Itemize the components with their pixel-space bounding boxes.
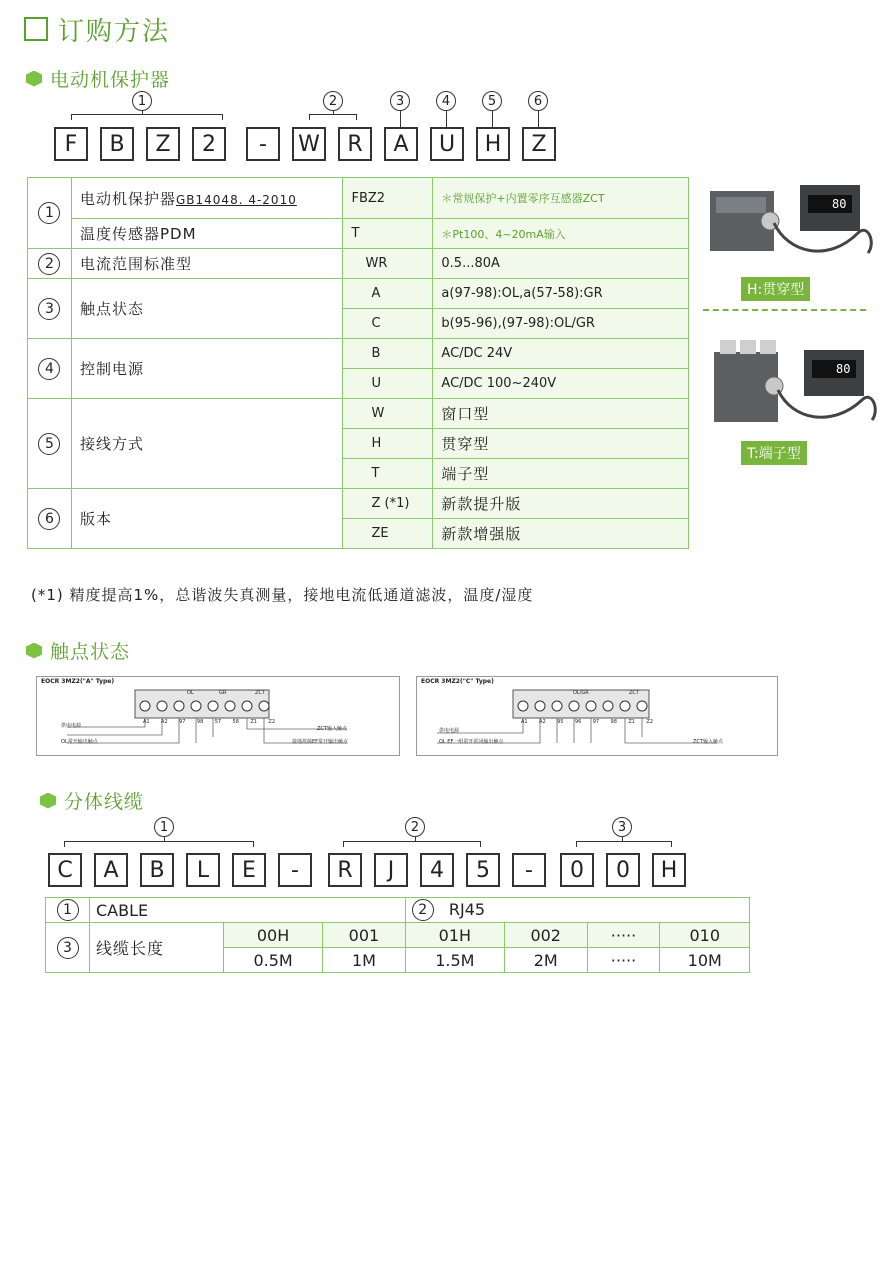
row-value: 窗口型 [433,399,689,429]
caption-h-type: H:贯穿型 [741,277,810,301]
group-number: 1 [38,202,60,224]
cable-spec-table [45,897,750,973]
terminal-labels [521,719,653,725]
hexagon-bullet-icon [40,793,56,809]
diagram-title: EOCR 3MZ2("C" Type) [421,678,494,685]
length-value: 1M [323,948,406,973]
bracket-stem [333,111,334,115]
wiring-diagram-a [36,676,400,756]
length-code: ····· [587,923,660,948]
code-char: A [384,127,418,161]
row-code: A [343,279,433,309]
code-dash: - [278,853,312,887]
terminal: 95 [557,719,564,725]
row-code: T [343,219,433,249]
wire-label: OL EF一组常开常闭输出触点 [439,739,504,745]
code-char: 2 [192,127,226,161]
marker-stem [492,111,493,127]
marker-3: 3 [390,91,410,111]
code-char: 4 [420,853,454,887]
length-value: 2M [504,948,587,973]
code-char: Z [146,127,180,161]
code-char: H [652,853,686,887]
code-char: C [48,853,82,887]
bracket-stem [164,837,165,842]
row-code: H [343,429,433,459]
terminal: A2 [161,719,168,725]
wire-label: 接地故障EF常开输出触点 [292,739,349,745]
terminal: A2 [539,719,546,725]
code-char: W [292,127,326,161]
code-char: U [430,127,464,161]
code-char: R [328,853,362,887]
row-value: ＊常规保护+内置零序互感器ZCT [433,178,689,219]
row-code: B [343,339,433,369]
row-number: 2 [412,899,434,921]
hexagon-bullet-icon [26,643,42,659]
marker-1: 1 [154,817,174,837]
cable-length-label: 线缆长度 [90,923,224,973]
terminal: Z1 [250,719,257,725]
top-label: ZCT [629,690,639,696]
row-label: 触点状态 [71,279,343,339]
terminal: 97 [179,719,186,725]
bracket [343,841,481,847]
terminal: Z2 [268,719,275,725]
bracket [576,841,672,847]
length-value: 10M [660,948,750,973]
terminal-labels [143,719,275,725]
group-number: 2 [38,253,60,275]
bracket [71,114,223,120]
wire-label: 供电电源 [439,728,460,734]
bracket-stem [415,837,416,842]
terminal: A1 [143,719,150,725]
code-char: L [186,853,220,887]
length-code: 010 [660,923,750,948]
length-value: ····· [587,948,660,973]
row-label: 版本 [71,489,343,549]
length-code: 00H [224,923,323,948]
footnote: (*1) 精度提高1%，总谐波失真测量，接地电流低通道滤波，温度/湿度 [31,586,534,604]
section-contact-state-header: 触点状态 [26,637,130,664]
terminal: 57 [214,719,222,725]
length-code: 001 [323,923,406,948]
code-dash: - [512,853,546,887]
top-label: ZCT [255,690,265,696]
top-label: OL/GR [573,690,589,696]
cable-type: CABLE [90,898,406,923]
marker-stem [538,111,539,127]
row-code: Z (*1) [343,489,433,519]
row-value: a(97-98):OL,a(57-58):GR [433,279,689,309]
divider-dashed [703,309,866,311]
wire-label: 供电电源 [61,723,82,729]
row-value: AC/DC 24V [433,339,689,369]
length-value: 1.5M [405,948,504,973]
terminal: 58 [232,719,239,725]
row-number: 1 [57,899,79,921]
terminal: Z2 [646,719,653,725]
code-char: A [94,853,128,887]
hexagon-bullet-icon [26,71,42,87]
code-char: 0 [560,853,594,887]
row-value: AC/DC 100~240V [433,369,689,399]
row-code: U [343,369,433,399]
order-spec-table [27,177,689,549]
terminal: 98 [610,719,617,725]
group-number: 4 [38,358,60,380]
marker-1: 1 [132,91,152,111]
length-code: 01H [405,923,504,948]
code-char: 5 [466,853,500,887]
row-value: b(95-96),(97-98):OL/GR [433,309,689,339]
row-code: FBZ2 [343,178,433,219]
length-value: 0.5M [224,948,323,973]
display-reading: 80 [832,197,847,211]
checkbox-square-icon [24,17,48,41]
row-label: 控制电源 [71,339,343,399]
code-char: J [374,853,408,887]
connector-label: RJ45 [448,899,486,919]
marker-2: 2 [405,817,425,837]
row-code: W [343,399,433,429]
code-char: F [54,127,88,161]
code-dash: - [246,127,280,161]
row-value: 新款提升版 [433,489,689,519]
row-code: T [343,459,433,489]
row-value: 端子型 [433,459,689,489]
diagram-title: EOCR 3MZ2("A" Type) [41,678,115,685]
group-number: 3 [38,298,60,320]
group-number: 5 [38,433,60,455]
row-label: 电动机保护器 [79,189,176,208]
marker-4: 4 [436,91,456,111]
marker-3: 3 [612,817,632,837]
wiring-diagram-c [416,676,778,756]
marker-stem [400,111,401,127]
terminal: Z1 [628,719,635,725]
bracket-stem [622,837,623,842]
row-value: 新款增强版 [433,519,689,549]
group-number: 6 [38,508,60,530]
code-char: Z [522,127,556,161]
top-label: GR [219,690,227,696]
row-value: ＊Pt100、4~20mA输入 [433,219,689,249]
terminal: 96 [574,719,582,725]
cable-code-row [48,853,688,887]
terminal: 97 [592,719,600,725]
bracket-stem [142,111,143,115]
row-number: 3 [57,937,79,959]
row-label: 接线方式 [71,399,343,489]
row-code: WR [343,249,433,279]
row-value: 0.5...80A [433,249,689,279]
caption-t-type: T:端子型 [741,441,807,465]
model-code-row [54,127,574,161]
code-char: B [100,127,134,161]
product-image-h [708,183,878,263]
marker-2: 2 [323,91,343,111]
wire-label: ZCT输入触点 [317,726,347,732]
row-code: ZE [343,519,433,549]
marker-5: 5 [482,91,502,111]
code-char: 0 [606,853,640,887]
marker-stem [446,111,447,127]
row-label: 电流范围标准型 [71,249,343,279]
terminal: A1 [521,719,528,725]
wire-label: OL常开输出触点 [61,739,98,745]
page-title: 订购方法 [24,12,170,46]
bracket [64,841,254,847]
section-motor-protector-header: 电动机保护器 [26,65,170,92]
code-char: H [476,127,510,161]
length-code: 002 [504,923,587,948]
marker-6: 6 [528,91,548,111]
connector-type [405,898,749,923]
top-label: OL [187,690,194,696]
terminal: 98 [196,719,204,725]
product-image-t [712,338,882,428]
code-char: R [338,127,372,161]
row-label: 温度传感器PDM [71,219,343,249]
row-value: 贯穿型 [433,429,689,459]
wire-label: ZCT输入触点 [693,739,723,745]
row-code: C [343,309,433,339]
code-char: E [232,853,266,887]
standard-number: GB14048. 4-2010 [176,192,297,207]
section-cable-header: 分体线缆 [40,787,144,814]
code-char: B [140,853,174,887]
display-reading: 80 [836,362,851,376]
